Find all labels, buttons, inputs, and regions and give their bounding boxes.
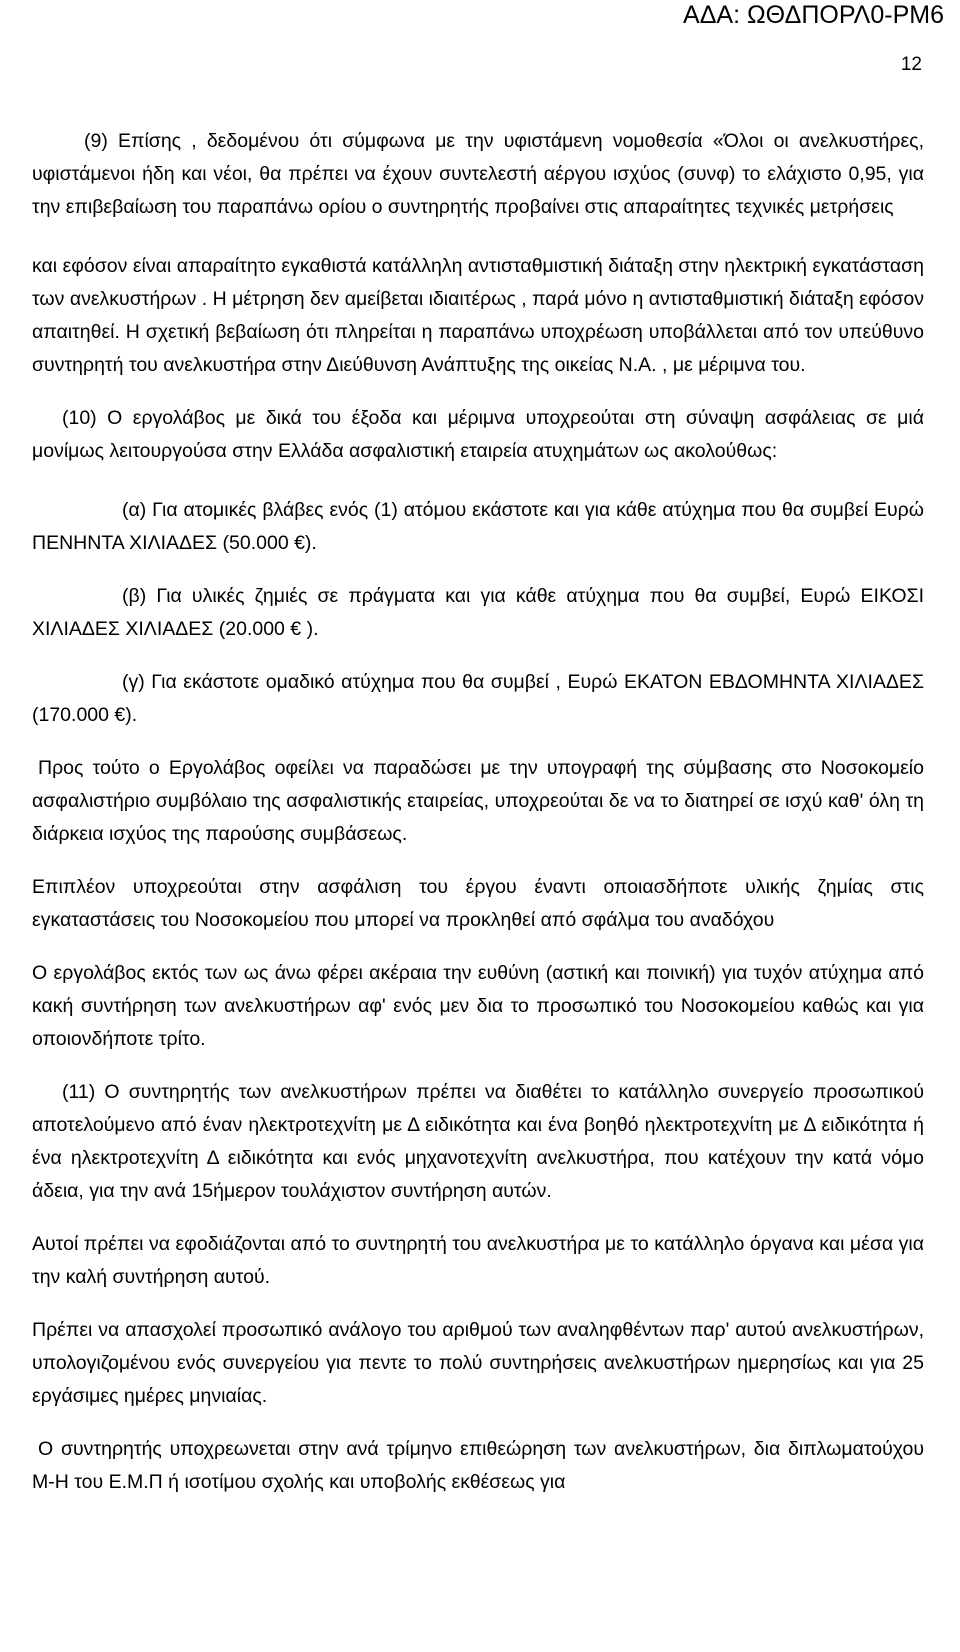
document-body — [32, 125, 924, 1499]
paragraph-9-intro: (9) Επίσης , δεδομένου ότι σύμφωνα με την υφιστάμενη νομοθεσία «Όλοι οι ανελκυστήρες, υφιστάμενοι ήδη και νέοι, θα πρέπει να έχουν συντελεστή αέργου ισχύος (συνφ) το ελάχιστο 0,95, για την επιβεβαίωση του παραπάνω ορίου ο συντηρητής προβαίνει στις απαραίτητες τεχνικές μετρήσεις — [32, 130, 924, 218]
page-number: 12 — [900, 54, 922, 75]
paragraph-9-continuation: και εφόσον είναι απαραίτητο εγκαθιστά κατάλληλη αντισταθμιστική διάταξη στην ηλεκτρική εγκατάσταση των ανελκυστήρων . Η μέτρηση δεν αμείβεται ιδιαιτέρως , παρά μόνο η αντισταθμιστική διάταξη εφόσον απαιτηθεί. Η σχετική βεβαίωση ότι πληρείται η παραπάνω υποχρέωση υποβάλλεται από τον υπεύθυνο συντηρητή του ανελκυστήρα στην Διεύθυνση Ανάπτυξης της οικείας Ν.Α. , με μέριμνα του. — [32, 255, 924, 376]
paragraph-additional-insurance: Επιπλέον υποχρεούται στην ασφάλιση του έργου έναντι οποιασδήποτε υλικής ζημίας στις εγκαταστάσεις του Νοσοκομείου που μπορεί να προκληθεί από σφάλμα του αναδόχου — [32, 876, 924, 931]
paragraph-staffing: Πρέπει να απασχολεί προσωπικό ανάλογο του αριθμού των αναληφθέντων παρ' αυτού ανελκυστήρων, υπολογιζομένου ενός συνεργείου για πεντε το πολύ συντηρήσεις ανελκυστήρων ημερησίως και για 25 εργάσιμες ημέρες μηνιαίας. — [32, 1319, 924, 1407]
paragraph-liability: Ο εργολάβος εκτός των ως άνω φέρει ακέραια την ευθύνη (αστική και ποινική) για τυχόν ατύχημα από κακή συντήρηση των ανελκυστήρων αφ' ενός μεν δια το προσωπικό του Νοσοκομείου καθώς και για οποιονδήποτε τρίτο. — [32, 962, 924, 1050]
insurance-item-a: (α) Για ατομικές βλάβες ενός (1) ατόμου εκάστοτε και για κάθε ατύχημα που θα συμβεί Ευρώ ΠΕΝΗΝΤΑ ΧΙΛΙΑΔΕΣ (50.000 €). — [32, 499, 924, 554]
paragraph-11: (11) Ο συντηρητής των ανελκυστήρων πρέπει να διαθέτει το κατάλληλο συνεργείο προσωπικού αποτελούμενο από έναν ηλεκτροτεχνίτη με Δ ειδικότητα και ένα βοηθό ηλεκτροτεχνίτη με Δ ειδικότητα ή ένα ηλεκτροτεχνίτη Δ ειδικότητα και ενός μηχανοτεχνίτη ανελκυστήρα, που κατέχουν την κατά νόμο άδεια, για την ανά 15ήμερον τουλάχιστον συντήρηση αυτών. — [32, 1081, 924, 1202]
paragraph-10: (10) Ο εργολάβος με δικά του έξοδα και μέριμνα υποχρεούται στη σύναψη ασφάλειας σε μιά μονίμως λειτουργούσα στην Ελλάδα ασφαλιστική εταιρεία ατυχημάτων ως ακολούθως: — [32, 407, 924, 462]
paragraph-equipment: Αυτοί πρέπει να εφοδιάζονται από το συντηρητή του ανελκυστήρα με το κατάλληλο όργανα και μέσα για την καλή συντήρηση αυτού. — [32, 1233, 924, 1288]
ada-code: ΑΔΑ: ΩΘΔΠΟΡΛ0-ΡΜ6 — [683, 1, 944, 29]
paragraph-insurance-delivery: Προς τούτο ο Εργολάβος οφείλει να παραδώσει με την υπογραφή της σύμβασης στο Νοσοκομείο ασφαλιστήριο συμβόλαιο της ασφαλιστικής εταιρείας, υποχρεούται δε να το διατηρεί σε ισχύ καθ' όλη τη διάρκεια ισχύος της παρούσης συμβάσεως. — [32, 757, 924, 845]
insurance-item-c: (γ) Για εκάστοτε ομαδικό ατύχημα που θα συμβεί , Ευρώ ΕΚΑΤΟΝ ΕΒΔΟΜΗΝΤΑ ΧΙΛΙΑΔΕΣ (170.000 €). — [32, 671, 924, 726]
paragraph-inspection: Ο συντηρητής υποχρεωνεται στην ανά τρίμηνο επιθεώρηση των ανελκυστήρων, δια διπλωματούχου Μ-Η του Ε.Μ.Π ή ισοτίμου σχολής και υποβολής εκθέσεως για — [32, 1438, 924, 1493]
insurance-item-b: (β) Για υλικές ζημιές σε πράγματα και για κάθε ατύχημα που θα συμβεί, Ευρώ ΕΙΚΟΣΙ ΧΙΛΙΑΔΕΣ ΧΙΛΙΑΔΕΣ (20.000 € ). — [32, 585, 924, 640]
